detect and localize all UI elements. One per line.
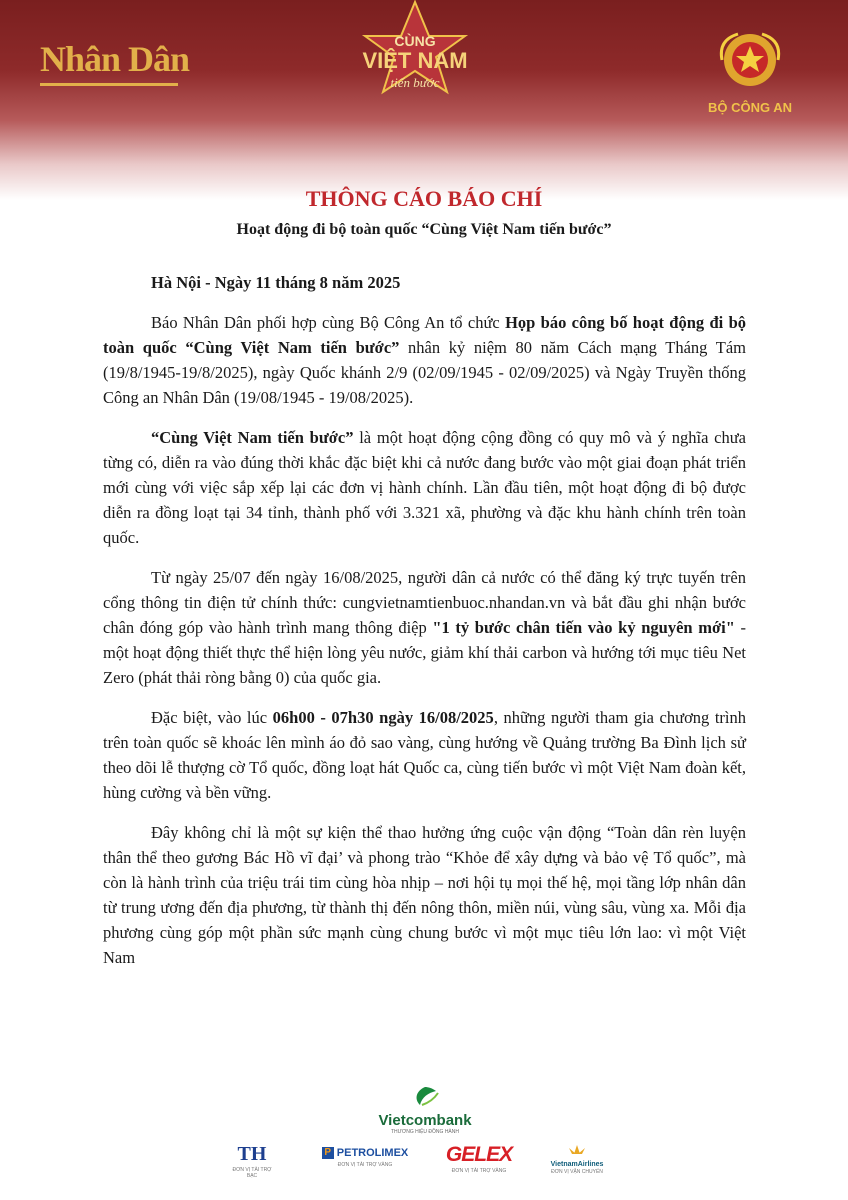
svg-text:tiến bước: tiến bước bbox=[390, 75, 440, 90]
paragraph-3: Từ ngày 25/07 đến ngày 16/08/2025, người dân cả nước có thể đăng ký trực tuyến trên cổng thông tin điện tử chính thức: cungvietnamtienbuoc.nhandan.vn và bắt đầu ghi nhận bước chân đóng góp vào hành trình mang thông điệp "1 tỷ bước chân tiến vào kỷ nguyên mới" - một hoạt động thiết thực thể hiện lòng yêu nước, giảm khí thải carbon và hướng tới mục tiêu Net Zero (phát thải ròng bằng 0) của quốc gia. bbox=[103, 568, 746, 687]
th-logo: TH ĐƠN VỊ TÀI TRỢ BẠC bbox=[232, 1143, 272, 1179]
cung-viet-nam-logo bbox=[330, 0, 500, 110]
press-release-subtitle: Hoạt động đi bộ toàn quốc “Cùng Việt Nam tiến bước” bbox=[236, 221, 612, 238]
paragraph-1: Báo Nhân Dân phối hợp cùng Bộ Công An tổ chức Họp báo công bố hoạt động đi bộ toàn quốc “Cùng Việt Nam tiến bước” nhân kỷ niệm 80 năm Cách mạng Tháng Tám (19/8/1945-19/8/2025), ngày Quốc khánh 2/9 (02/09/1945 - 02/09/2025) và Ngày Truyền thống Công an Nhân Dân (19/08/1945 - 19/08/2025). bbox=[103, 313, 746, 407]
vietcombank-leaf-icon bbox=[408, 1085, 442, 1107]
svg-text:CÙNG: CÙNG bbox=[394, 33, 436, 49]
vietcombank-logo: Vietcombank THƯƠNG HIỆU ĐỒNG HÀNH bbox=[370, 1085, 480, 1135]
paragraph-5: Đây không chỉ là một sự kiện thể thao hưởng ứng cuộc vận động “Toàn dân rèn luyện thân thể theo gương Bác Hồ vĩ đại’ và phong trào “Khỏe để xây dựng và bảo vệ Tổ quốc”, mà còn là hành trình của triệu trái tim cùng hòa nhịp – nơi hội tụ mọi thế hệ, mọi tầng lớp nhân dân từ trung ương đến địa phương, từ thành thị đến nông thôn, miền núi, vùng sâu, vùng xa. Mỗi địa phương cùng góp một phần sức mạnh cùng chung bước vì một mục tiêu lớn lao: vì một Việt Nam bbox=[103, 823, 746, 967]
lotus-icon bbox=[564, 1144, 590, 1156]
police-emblem-icon bbox=[700, 26, 800, 96]
nhan-dan-logo: Nhân Dân bbox=[40, 38, 189, 80]
press-release-title: THÔNG CÁO BÁO CHÍ bbox=[305, 186, 543, 211]
svg-text:VIỆT NAM: VIỆT NAM bbox=[362, 48, 468, 73]
dateline: Hà Nội - Ngày 11 tháng 8 năm 2025 bbox=[151, 273, 401, 292]
paragraph-2: “Cùng Việt Nam tiến bước” là một hoạt động cộng đồng có quy mô và ý nghĩa chưa từng có, diễn ra vào đúng thời khắc đặc biệt khi cả nước đang bước vào một giai đoạn phát triển mới cùng với việc sắp xếp lại các đơn vị hành chính. Lần đầu tiên, một hoạt động đi bộ được diễn ra đồng loạt tại 34 tỉnh, thành phố với 3.321 xã, phường và đặc khu hành chính trên toàn quốc. bbox=[103, 428, 746, 547]
header-banner bbox=[0, 0, 848, 200]
vietnam-airlines-logo: VietnamAirlines ĐƠN VỊ VẬN CHUYỂN bbox=[540, 1143, 614, 1175]
article-body bbox=[103, 270, 746, 985]
petrolimex-logo: P PETROLIMEX ĐƠN VỊ TÀI TRỢ VÀNG bbox=[312, 1143, 418, 1168]
petrolimex-p-icon: P bbox=[322, 1147, 334, 1159]
sponsor-logos bbox=[0, 1085, 848, 1200]
bo-cong-an-logo: BỘ CÔNG AN bbox=[700, 26, 800, 126]
paragraph-4: Đặc biệt, vào lúc 06h00 - 07h30 ngày 16/08/2025, những người tham gia chương trình trên toàn quốc sẽ khoác lên mình áo đỏ sao vàng, cùng hướng về Quảng trường Ba Đình lịch sử theo dõi lễ thượng cờ Tổ quốc, đồng loạt hát Quốc ca, cùng tiến bước vì một Việt Nam đoàn kết, hùng cường và bền vững. bbox=[103, 708, 747, 802]
gelex-logo: GELEX ĐƠN VỊ TÀI TRỢ VÀNG bbox=[445, 1143, 513, 1174]
